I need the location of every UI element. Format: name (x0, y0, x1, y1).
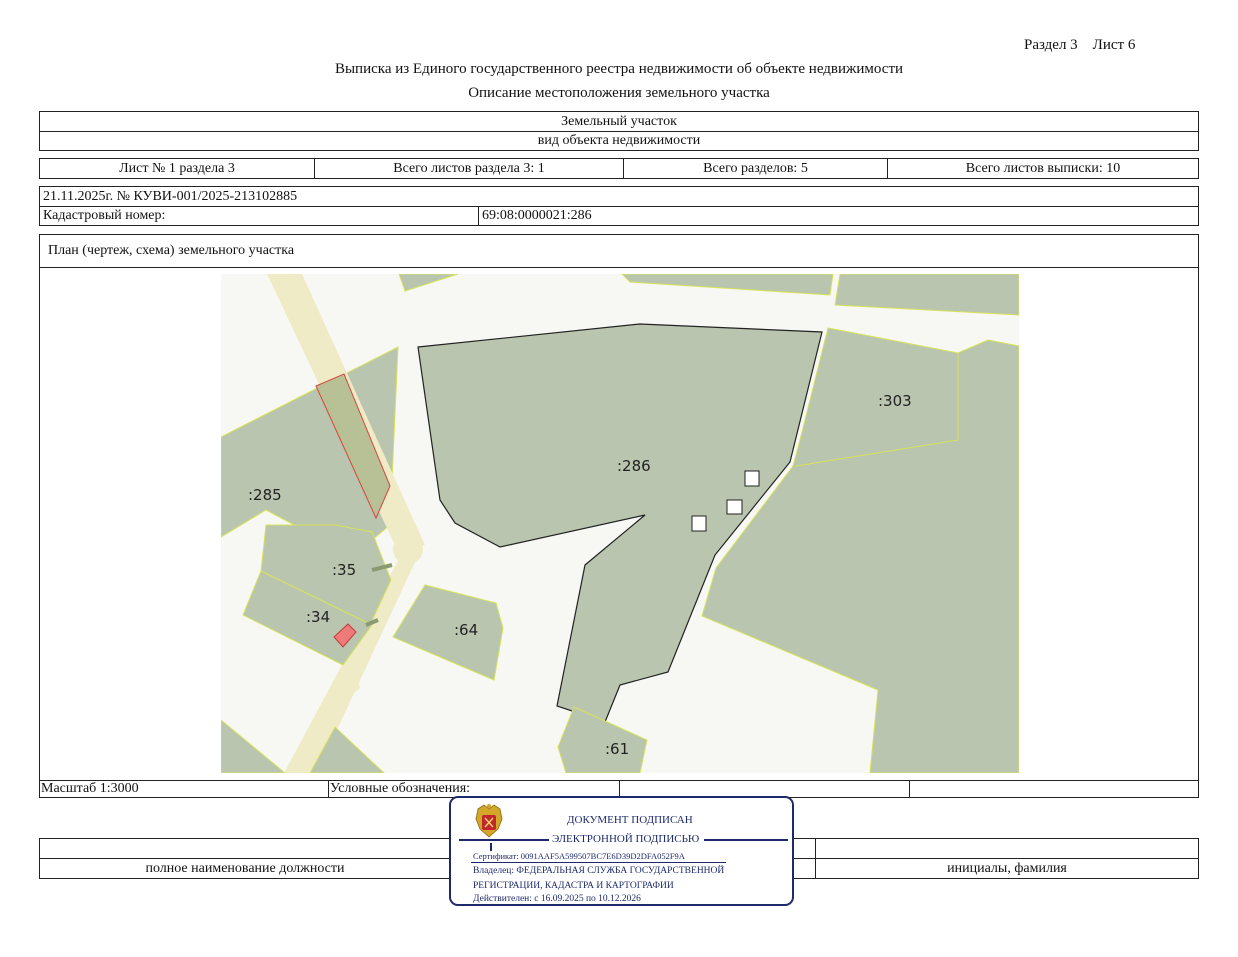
label-285: :285 (248, 486, 282, 504)
scale-text: Масштаб 1:3000 (41, 781, 139, 796)
coat-of-arms-icon (472, 803, 506, 841)
object-type-value (39, 111, 1199, 132)
plan-title-text: План (чертеж, схема) земельного участка (48, 243, 295, 258)
stamp-rule-left (459, 839, 549, 841)
cadastral-label-text: Кадастровый номер: (43, 208, 166, 223)
position-caption-text: полное наименование должности (145, 860, 345, 876)
sheet-number-text: Лист № 1 раздела 3 (119, 160, 235, 176)
date-number-text: 21.11.2025г. № КУВИ-001/2025-213102885 (43, 188, 298, 204)
sheets-total-cell (887, 158, 1199, 179)
initials-caption-text: инициалы, фамилия (947, 860, 1067, 876)
document-title: Выписка из Единого государственного реестра недвижимости об объекте недвижимости (334, 61, 904, 77)
label-64: :64 (454, 621, 479, 639)
cadastral-map (221, 274, 1019, 773)
section-sheet-number: Раздел 3 Лист 6 (1024, 37, 1136, 53)
signature-position-cell (39, 838, 451, 859)
legend-cell-2 (909, 780, 1199, 798)
sheets-in-section-cell (314, 158, 624, 179)
label-35: :35 (332, 561, 357, 579)
stamp-rule-right (704, 839, 788, 841)
legend-label-text: Условные обозначения: (330, 781, 471, 796)
cadastral-value-text: 69:08:0000021:286 (482, 208, 592, 223)
stamp-line-1: ДОКУМЕНТ ПОДПИСАН (567, 814, 693, 826)
stamp-certificate: Сертификат: 0091AAF5A599507BC7E6D39D2DFA052F9A (473, 851, 685, 861)
stamp-owner-1: Владелец: ФЕДЕРАЛЬНАЯ СЛУЖБА ГОСУДАРСТВЕННОЙ (473, 866, 725, 876)
object-type-text: Земельный участок (561, 113, 677, 129)
stamp-line-2: ЭЛЕКТРОННОЙ ПОДПИСЬЮ (552, 833, 700, 845)
cadastral-value-cell (478, 206, 1199, 226)
stamp-tick (490, 843, 492, 851)
object-type-caption (39, 131, 1199, 151)
road-junction (393, 534, 423, 564)
scale-cell (39, 780, 329, 798)
sheets-total-text: Всего листов выписки: 10 (965, 160, 1121, 176)
sheet-number-cell (39, 158, 315, 179)
date-number-cell (39, 186, 1199, 207)
e-signature-stamp (449, 796, 794, 906)
stamp-valid: Действителен: с 16.09.2025 по 10.12.2026 (473, 894, 641, 904)
structure-3 (692, 516, 706, 531)
structure-1 (745, 471, 759, 486)
sheets-in-section-text: Всего листов раздела 3: 1 (393, 160, 545, 176)
document-subtitle: Описание местоположения земельного участка (468, 85, 770, 101)
stamp-owner-2: РЕГИСТРАЦИИ, КАДАСТРА И КАРТОГРАФИИ (473, 881, 674, 891)
sections-total-text: Всего разделов: 5 (703, 160, 808, 176)
plan-title-cell (39, 234, 1199, 268)
initials-caption-cell (815, 858, 1199, 879)
object-type-caption-text: вид объекта недвижимости (537, 133, 701, 148)
stamp-cert-rule (471, 862, 726, 863)
signature-initials-cell (815, 838, 1199, 859)
label-34: :34 (306, 608, 331, 626)
cadastral-label-cell (39, 206, 479, 226)
label-61: :61 (605, 740, 630, 758)
label-303: :303 (878, 392, 912, 410)
position-caption-cell (39, 858, 451, 879)
label-286: :286 (617, 457, 651, 475)
sections-total-cell (623, 158, 888, 179)
structure-2 (727, 500, 742, 514)
